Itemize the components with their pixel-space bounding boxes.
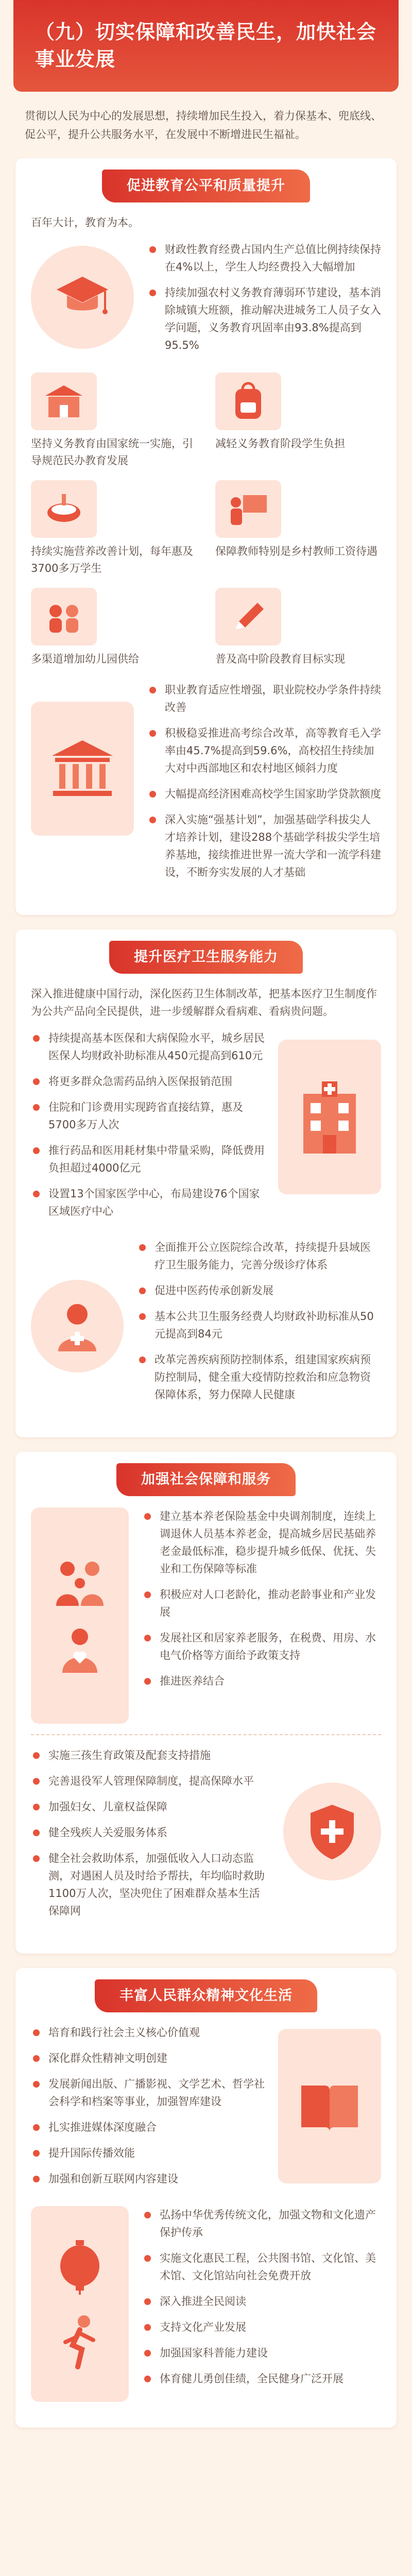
education-banner [31,170,381,202]
list-item: 持续提高基本医保和大病保险水平，城乡居民医保人均财政补助标准从450元提高到610元 [31,1029,265,1064]
list-item: 将更多群众急需药品纳入医保报销范围 [31,1073,265,1090]
culture-heading: 丰富人民群众精神文化生活 [95,1979,317,2012]
culture-illustration [278,2029,381,2183]
list-item: 基本公共卫生服务经费人均财政补助标准从50元提高到84元 [137,1308,381,1343]
grid-item [215,588,381,668]
social-top-row [31,1507,381,1724]
social-mid-row [31,1747,381,1928]
list-item: 深化群众性精神文明创建 [31,2049,265,2067]
education-bottom-row [31,681,381,889]
health-top-row [31,1029,381,1228]
intro-text: 贯彻以人民为中心的发展思想，持续增加民生投入，着力保基本、兜底线、促公平，提升公共服务水平，在发展中不断增进民生福祉。 [25,110,382,141]
health-card [15,929,397,1437]
running-icon [54,2313,106,2370]
education-top-row [31,241,381,362]
list-item: 推行药品和医用耗材集中带量采购，降低费用负担超过4000亿元 [31,1142,265,1177]
university-icon [31,702,134,836]
list-item: 发展社区和居家养老服务，在税费、用房、水电气价格等方面给予政策支持 [142,1629,381,1664]
list-item: 提升国际传播效能 [31,2144,265,2162]
list-item: 全面推开公立医院综合改革，持续提升县域医疗卫生服务能力，完善分级诊疗体系 [137,1239,381,1274]
list-item: 实施文化惠民工程，公共图书馆、文化馆、美术馆、文化馆站向社会免费开放 [142,2249,381,2284]
culture-card [15,1968,397,2428]
list-item: 建立基本养老保险基金中央调剂制度，连续上调退休人员基本养老金，提高城乡居民基础养老金最低标准，稳步提升城乡低保、优抚、失业和工伤保障等标准 [142,1507,381,1578]
education-lead: 百年大计，教育为本。 [31,216,139,229]
book-icon [296,2075,363,2137]
social-illustration [31,1507,129,1724]
list-item: 发展新闻出版、广播影视、文学艺术、哲学社会科学和档案等事业，加强智库建设 [31,2075,265,2110]
elderly-care-icon [49,1623,111,1675]
grid-item-text: 减轻义务教育阶段学生负担 [215,437,345,450]
section-header [13,0,399,92]
grid-item-text: 普及高中阶段教育目标实现 [215,653,345,666]
culture-banner [31,1979,381,2012]
grid-item [31,480,197,577]
list-item: 深入推进全民阅读 [142,2293,381,2310]
list-item: 改革完善疾病预防控制体系，组建国家疾病预防控制局，健全重大疫情防控救治和应急物资保障体系，努力保障人民健康 [137,1351,381,1403]
social-card [15,1452,397,1954]
social-heading: 加强社会保障和服务 [116,1463,296,1496]
list-item: 积极稳妥推进高考综合改革，高等教育毛入学率由45.7%提高到59.6%，高校招生持续加大对中西部地区和农村地区倾斜力度 [147,724,381,777]
meal-icon [31,480,97,538]
list-item: 健全社会救助体系，加强低收入人口动态监测，对遇困人员及时给予帮扶，年均临时救助1100万人次，坚决兜住了困难群众基本生活保障网 [31,1850,270,1920]
health-heading: 提升医疗卫生服务能力 [109,941,303,974]
list-item: 大幅提高经济困难高校学生国家助学贷款额度 [147,785,381,803]
teacher-icon [215,480,281,538]
culture-top-row [31,2024,381,2196]
list-item: 培育和践行社会主义核心价值观 [31,2024,265,2041]
list-item: 加强国家科普能力建设 [142,2344,381,2362]
grid-item-text: 多渠道增加幼儿园供给 [31,653,139,666]
doctor-icon [31,1280,124,1372]
grid-item-text: 持续实施营养改善计划，每年惠及3700多万学生 [31,545,193,574]
list-item: 设置13个国家医学中心，布局建设76个国家区域医疗中心 [31,1185,265,1220]
list-item: 扎实推进媒体深度融合 [31,2119,265,2136]
school-icon [31,372,97,430]
health-lead: 深入推进健康中国行动，深化医药卫生体制改革，把基本医疗卫生制度作为公共产品向全民提供，进一步缓解群众看病难、看病贵问题。 [31,987,377,1018]
list-item: 财政性教育经费占国内生产总值比例持续保持在4%以上，学生人均经费投入大幅增加 [147,241,381,276]
grid-item [31,588,197,668]
social-banner [31,1463,381,1496]
lantern-icon [54,2238,106,2295]
education-grid [31,372,381,668]
list-item: 实施三孩生育政策及配套支持措施 [31,1747,270,1764]
education-card [15,158,397,915]
health-bottom-row [31,1239,381,1412]
list-item: 积极应对人口老龄化，推动老龄事业和产业发展 [142,1586,381,1621]
kindergarten-icon [31,588,97,646]
shield-icon [283,1783,381,1880]
family-icon [49,1556,111,1608]
culture-bottom-row [31,2206,381,2402]
list-item: 住院和门诊费用实现跨省直接结算，惠及5700多万人次 [31,1098,265,1133]
graduation-cap-icon [31,246,134,349]
list-item: 加强和创新互联网内容建设 [31,2170,265,2188]
list-item: 持续加强农村义务教育薄弱环节建设，基本消除城镇大班额，推动解决进城务工人员子女入学问题，义务教育巩固率由93.8%提高到95.5% [147,284,381,354]
backpack-icon [215,372,281,430]
grid-item-text: 坚持义务教育由国家统一实施，引导规范民办教育发展 [31,437,193,467]
health-banner [31,941,381,974]
list-item: 完善退役军人管理保障制度，提高保障水平 [31,1772,270,1790]
list-item: 推进医养结合 [142,1672,381,1690]
grid-item-text: 保障教师特别是乡村教师工资待遇 [215,545,377,558]
grid-item [215,372,381,469]
list-item: 健全残疾人关爱服务体系 [31,1824,270,1841]
list-item: 深入实施“强基计划”，加强基础学科拔尖人才培养计划，建设288个基础学科拔尖学生培养基地，接续推进世界一流大学和一流学科建设，不断夯实发展的人才基础 [147,811,381,881]
grid-item [215,480,381,577]
list-item: 支持文化产业发展 [142,2318,381,2336]
culture-side-illustration [31,2206,129,2402]
section-title: （九）切实保障和改善民生，加快社会事业发展 [35,20,377,71]
list-item: 弘扬中华优秀传统文化，加强文物和文化遗产保护传承 [142,2206,381,2241]
divider [31,1734,381,1735]
list-item: 职业教育适应性增强，职业院校办学条件持续改善 [147,681,381,716]
list-item: 加强妇女、儿童权益保障 [31,1798,270,1816]
grid-item [31,372,197,469]
list-item: 体育健儿勇创佳绩，全民健身广泛开展 [142,2370,381,2387]
education-heading: 促进教育公平和质量提升 [102,170,310,202]
hospital-icon [278,1040,381,1194]
list-item: 促进中医药传承创新发展 [137,1282,381,1299]
pencil-icon [215,588,281,646]
